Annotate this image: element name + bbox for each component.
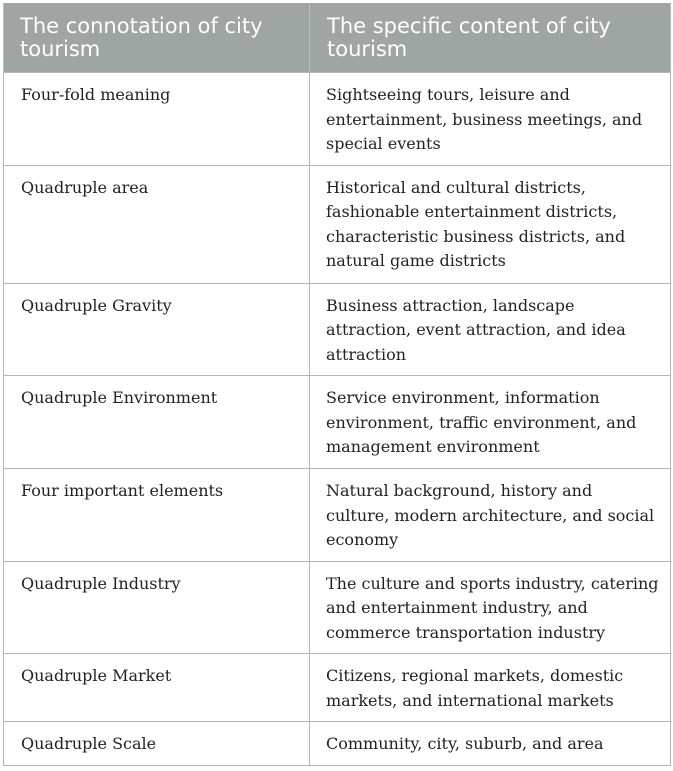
connotation-cell: Four-fold meaning (4, 73, 310, 166)
table-row (4, 376, 671, 469)
connotation-cell: Quadruple area (4, 165, 310, 283)
connotation-cell: Four important elements (4, 469, 310, 562)
city-tourism-table-container (3, 3, 670, 766)
content-cell: Historical and cultural districts, fashionable entertainment districts, characteristic business districts, and natural game districts (310, 165, 671, 283)
header-connotation: The connotation of city tourism (4, 3, 310, 73)
content-cell: Sightseeing tours, leisure and entertainment, business meetings, and special events (310, 73, 671, 166)
table-row (4, 283, 671, 376)
content-cell: Citizens, regional markets, domestic markets, and international markets (310, 654, 671, 722)
content-cell: Business attraction, landscape attraction, event attraction, and idea attraction (310, 283, 671, 376)
content-cell: Service environment, information environment, traffic environment, and management environment (310, 376, 671, 469)
table-row (4, 654, 671, 722)
table-row (4, 469, 671, 562)
connotation-cell: Quadruple Environment (4, 376, 310, 469)
connotation-cell: Quadruple Industry (4, 561, 310, 654)
header-specific-content: The specific content of city tourism (310, 3, 671, 73)
table-row (4, 165, 671, 283)
connotation-cell: Quadruple Market (4, 654, 310, 722)
content-cell: Community, city, suburb, and area (310, 722, 671, 766)
table-header (4, 3, 671, 73)
table-row (4, 561, 671, 654)
table-row (4, 73, 671, 166)
table-row (4, 722, 671, 766)
content-cell: Natural background, history and culture, modern architecture, and social economy (310, 469, 671, 562)
connotation-cell: Quadruple Gravity (4, 283, 310, 376)
table-body (4, 73, 671, 766)
content-cell: The culture and sports industry, catering and entertainment industry, and commerce transportation industry (310, 561, 671, 654)
city-tourism-table (3, 3, 671, 766)
connotation-cell: Quadruple Scale (4, 722, 310, 766)
header-row (4, 3, 671, 73)
